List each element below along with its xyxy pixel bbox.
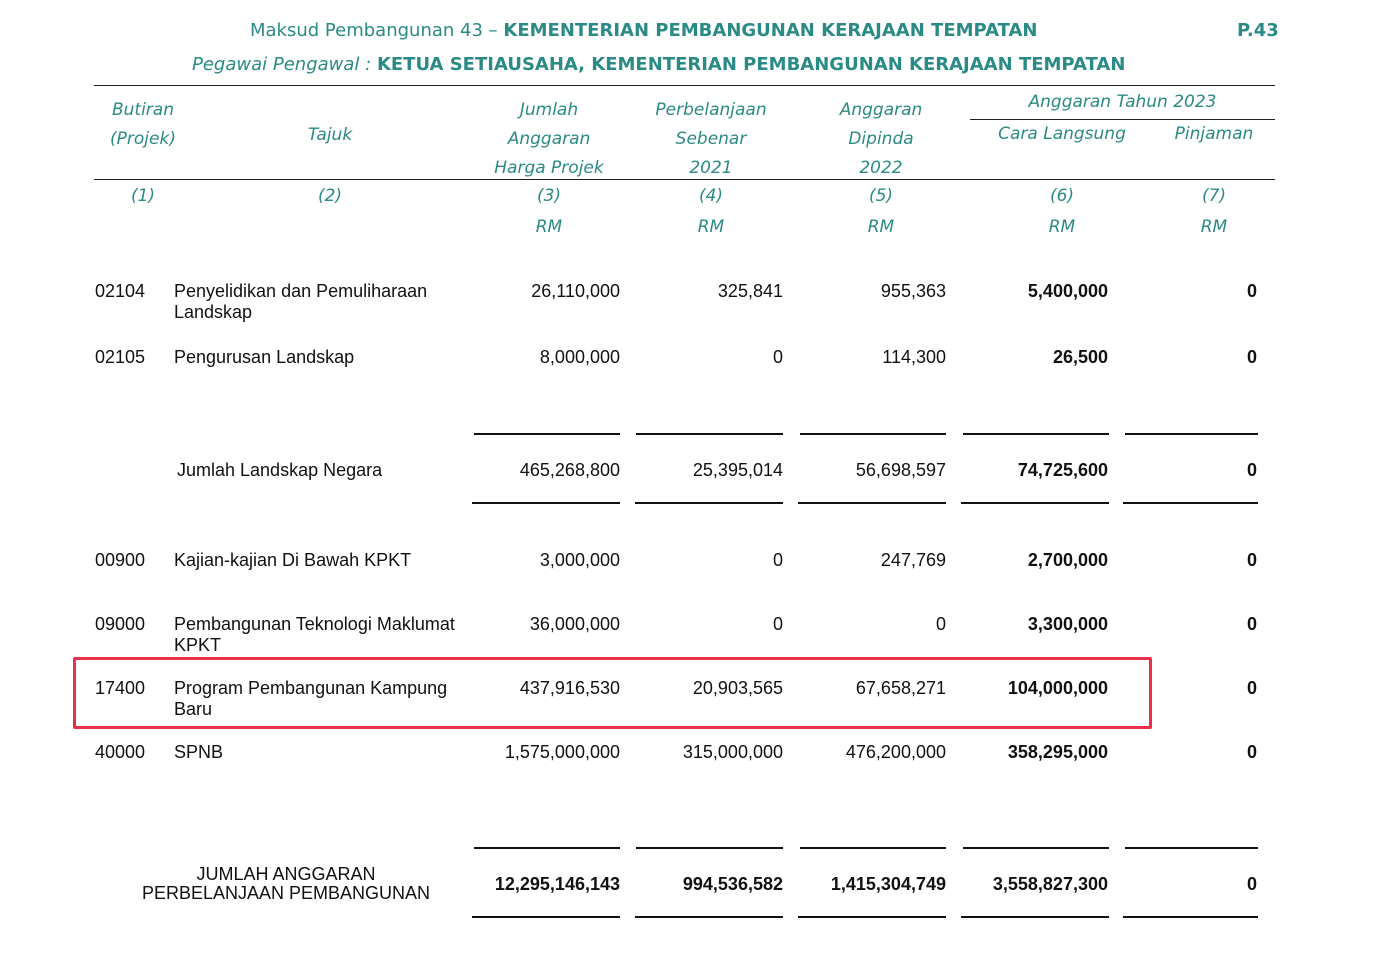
col-number-2: (2) [317, 186, 343, 206]
table-row [0, 281, 1380, 325]
row-c7: 0 [1246, 347, 1257, 367]
total-row [0, 864, 1380, 908]
row-c5: 476,200,000 [845, 742, 946, 762]
officer-value: KETUA SETIAUSAHA, KEMENTERIAN PEMBANGUNAN KERAJAAN TEMPATAN [376, 54, 1126, 75]
row-title [174, 550, 411, 571]
subtotal-c4: 25,395,014 [692, 460, 783, 480]
row-title [174, 281, 427, 323]
subtotal-bottom-rule-c4 [635, 502, 783, 504]
subtotal-bottom-rule-c5 [798, 502, 946, 504]
col5-header-line3: 2022 [859, 158, 903, 178]
row-c6: 2,700,000 [1027, 550, 1108, 570]
total-top-rule-c7 [1125, 847, 1258, 849]
total-top-rule-c6 [963, 847, 1109, 849]
row-title [174, 347, 354, 368]
row-c3: 36,000,000 [529, 614, 620, 634]
col-number-3: (3) [536, 186, 562, 206]
title-prefix: Maksud Pembangunan 43 – [250, 20, 498, 41]
highlight-box [73, 657, 1152, 729]
subtotal-c7: 0 [1246, 460, 1257, 480]
header-top-rule [94, 85, 1275, 86]
total-bottom-rule-c3 [472, 916, 620, 918]
total-c4: 994,536,582 [682, 874, 783, 894]
col6-header: Cara Langsung [998, 124, 1126, 144]
col3-header-line2: Anggaran [507, 129, 591, 149]
subtotal-bottom-rule-c3 [472, 502, 620, 504]
row-code: 17400 [95, 678, 146, 698]
col3-currency: RM [535, 217, 563, 237]
col5-currency: RM [867, 217, 895, 237]
subtotal-bottom-rule-c7 [1123, 502, 1258, 504]
col-number-4: (4) [698, 186, 724, 206]
row-code: 09000 [95, 614, 146, 634]
row-title [174, 614, 455, 656]
row-c3: 3,000,000 [539, 550, 620, 570]
row-c4: 0 [772, 347, 783, 367]
col1-header [94, 96, 192, 154]
table-row [0, 347, 1380, 371]
officer-label: Pegawai Pengawal : [192, 54, 372, 75]
col7-currency: RM [1200, 217, 1228, 237]
row-title-line2: Landskap [174, 302, 253, 322]
row-c7: 0 [1246, 281, 1257, 301]
row-c7: 0 [1246, 550, 1257, 570]
row-c4: 0 [772, 550, 783, 570]
col4-header [636, 96, 786, 183]
total-c6: 3,558,827,300 [992, 874, 1108, 894]
col7-header: Pinjaman [1174, 124, 1254, 144]
col5-header-line2: Dipinda [848, 129, 914, 149]
row-code: 02104 [95, 281, 146, 301]
controlling-officer [192, 54, 1125, 75]
row-title-line2: Baru [174, 699, 213, 719]
col4-header-line1: Perbelanjaan [655, 100, 767, 120]
group-2023-rule [970, 119, 1275, 120]
row-c7: 0 [1246, 614, 1257, 634]
total-c3: 12,295,146,143 [494, 874, 620, 894]
row-c4: 20,903,565 [692, 678, 783, 698]
total-label-line1: JUMLAH ANGGARAN [196, 864, 376, 884]
row-title [174, 742, 223, 763]
row-code: 02105 [95, 347, 146, 367]
subtotal-top-rule-c5 [800, 433, 946, 435]
row-c5: 247,769 [880, 550, 946, 570]
row-c5: 955,363 [880, 281, 946, 301]
row-c4: 325,841 [717, 281, 783, 301]
subtotal-label: Jumlah Landskap Negara [177, 460, 383, 480]
col-number-1: (1) [130, 186, 156, 206]
col4-currency: RM [697, 217, 725, 237]
total-bottom-rule-c6 [961, 916, 1109, 918]
total-c7: 0 [1246, 874, 1257, 894]
total-top-rule-c5 [800, 847, 946, 849]
col3-header-line1: Jumlah [519, 100, 579, 120]
total-top-rule-c3 [474, 847, 620, 849]
row-title-line1: Program Pembangunan Kampung [174, 678, 448, 698]
row-c3: 8,000,000 [539, 347, 620, 367]
row-c5: 67,658,271 [855, 678, 946, 698]
table-row [0, 742, 1380, 766]
row-c6: 26,500 [1052, 347, 1108, 367]
ministry-name: KEMENTERIAN PEMBANGUNAN KERAJAAN TEMPATAN [503, 20, 1038, 41]
col5-header-line1: Anggaran [839, 100, 923, 120]
subtotal-c5: 56,698,597 [855, 460, 946, 480]
row-c6: 5,400,000 [1027, 281, 1108, 301]
col4-header-line2: Sebenar [675, 129, 747, 149]
table-row [0, 614, 1380, 658]
col6-currency: RM [1048, 217, 1076, 237]
page-title [250, 20, 1037, 41]
total-bottom-rule-c7 [1123, 916, 1258, 918]
row-title-line2: KPKT [174, 635, 222, 655]
subtotal-c6: 74,725,600 [1017, 460, 1108, 480]
row-c5: 0 [935, 614, 946, 634]
total-bottom-rule-c4 [635, 916, 783, 918]
row-c6: 3,300,000 [1027, 614, 1108, 634]
col-number-5: (5) [868, 186, 894, 206]
col1-header-line2: (Projek) [110, 129, 176, 149]
page-code: P.43 [1237, 20, 1279, 41]
row-c3: 1,575,000,000 [504, 742, 620, 762]
col1-header-line1: Butiran [111, 100, 174, 120]
subtotal-top-rule-c6 [963, 433, 1109, 435]
row-c7: 0 [1246, 678, 1257, 698]
col-number-6: (6) [1049, 186, 1075, 206]
total-top-rule-c4 [636, 847, 783, 849]
row-code: 00900 [95, 550, 146, 570]
row-code: 40000 [95, 742, 146, 762]
row-title-line1: Pembangunan Teknologi Maklumat [174, 614, 455, 634]
row-c3: 437,916,530 [519, 678, 620, 698]
group-2023-header: Anggaran Tahun 2023 [1028, 92, 1217, 112]
col-number-7: (7) [1201, 186, 1227, 206]
subtotal-c3: 465,268,800 [519, 460, 620, 480]
col3-header [474, 96, 624, 183]
row-title-line1: SPNB [174, 742, 224, 762]
row-c7: 0 [1246, 742, 1257, 762]
row-title-line1: Kajian-kajian Di Bawah KPKT [174, 550, 412, 570]
row-title-line1: Pengurusan Landskap [174, 347, 355, 367]
total-label [110, 865, 462, 903]
col4-header-line3: 2021 [689, 158, 733, 178]
subtotal-top-rule-c3 [474, 433, 620, 435]
col2-header: Tajuk [307, 125, 353, 145]
row-c6: 358,295,000 [1007, 742, 1108, 762]
table-row [0, 550, 1380, 574]
row-c5: 114,300 [882, 347, 946, 367]
row-title-line1: Penyelidikan dan Pemuliharaan [174, 281, 428, 301]
subtotal-top-rule-c7 [1125, 433, 1258, 435]
total-c5: 1,415,304,749 [830, 874, 946, 894]
row-c6: 104,000,000 [1007, 678, 1108, 698]
subtotal-top-rule-c4 [636, 433, 783, 435]
subtotal-bottom-rule-c6 [961, 502, 1109, 504]
total-bottom-rule-c5 [798, 916, 946, 918]
row-c4: 0 [772, 614, 783, 634]
row-c3: 26,110,000 [531, 281, 620, 301]
subtotal-row [0, 460, 1380, 484]
row-c4: 315,000,000 [682, 742, 783, 762]
col5-header [806, 96, 956, 183]
col3-header-line3: Harga Projek [494, 158, 604, 178]
total-label-line2: PERBELANJAAN PEMBANGUNAN [141, 883, 431, 903]
